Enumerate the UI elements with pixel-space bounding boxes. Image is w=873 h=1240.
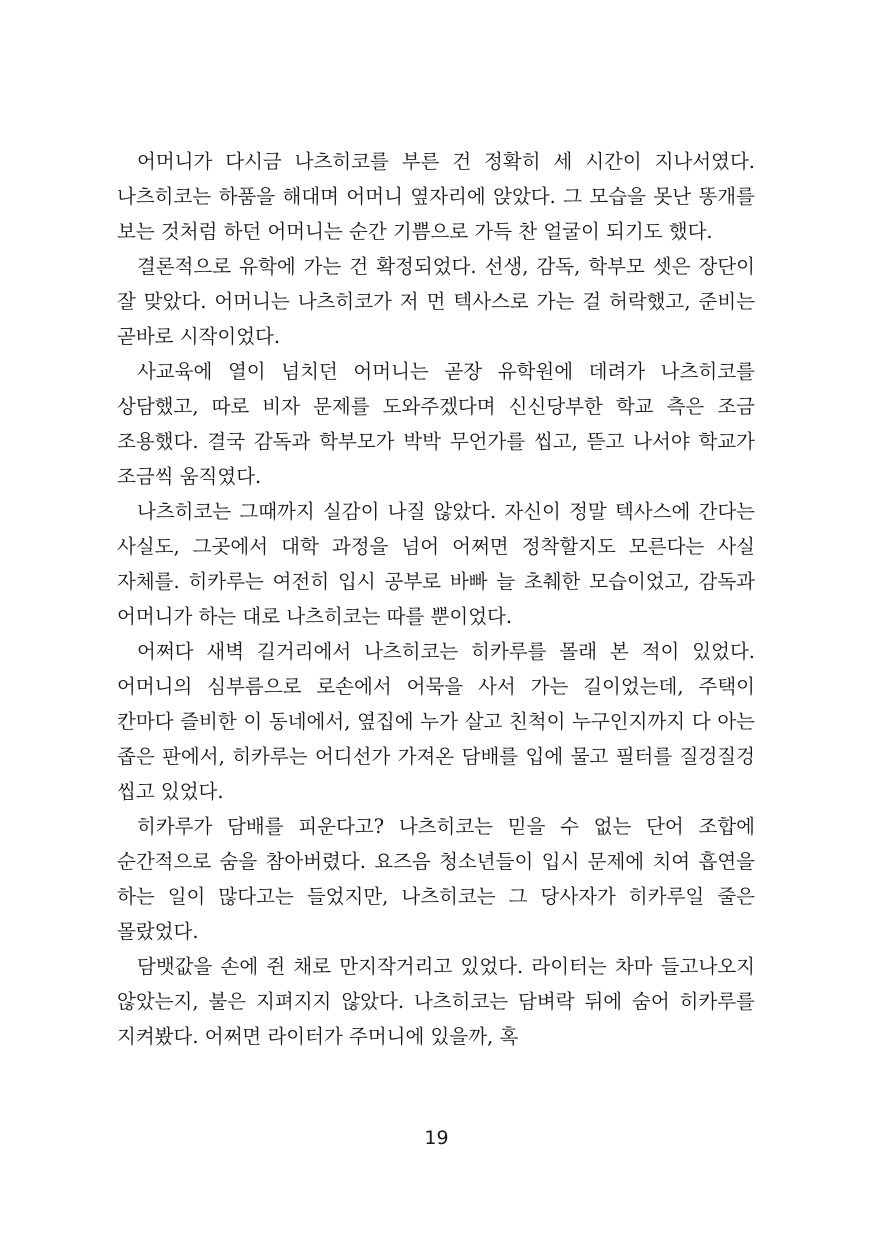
paragraph-1: 어머니가 다시금 나츠히코를 부른 건 정확히 세 시간이 지나서였다. 나츠히코는 하품을 해대며 어머니 옆자리에 앉았다. 그 모습을 못난 똥개를 보는 것처럼 하던 어머니는 순간 기쁨으로 가득 찬 얼굴이 되기도 했다.	[117, 150, 755, 243]
paragraph-5: 어쩌다 새벽 길거리에서 나츠히코는 히카루를 몰래 본 적이 있었다. 어머니의 심부름으로 로손에서 어묵을 사서 가는 길이었는데, 주택이 칸마다 즐비한 이 동네에서, 옆집에 누가 살고 친척이 누구인지까지 다 아는 좁은 판에서, 히카루는 어디선가 가져온 담배를 입에 물고 필터를 질겅질겅 씹고 있었다.	[117, 640, 755, 803]
body-text	[117, 144, 755, 1054]
page-number: 19	[424, 1127, 449, 1149]
paragraph-7: 담뱃값을 손에 쥔 채로 만지작거리고 있었다. 라이터는 차마 들고나오지 않았는지, 불은 지펴지지 않았다. 나츠히코는 담벼락 뒤에 숨어 히카루를 지켜봤다. 어쩌면 라이터가 주머니에 있을까, 혹	[117, 955, 755, 1048]
paragraph-6: 히카루가 담배를 피운다고? 나츠히코는 믿을 수 없는 단어 조합에 순간적으로 숨을 참아버렸다. 요즈음 청소년들이 입시 문제에 치여 흡연을 하는 일이 많다고는 들었지만, 나츠히코는 그 당사자가 히카루일 줄은 몰랐었다.	[117, 815, 755, 943]
paragraph-2: 결론적으로 유학에 가는 건 확정되었다. 선생, 감독, 학부모 셋은 장단이 잘 맞았다. 어머니는 나츠히코가 저 먼 텍사스로 가는 걸 허락했고, 준비는 곧바로 시작이었다.	[117, 255, 755, 348]
paragraph-3: 사교육에 열이 넘치던 어머니는 곧장 유학원에 데려가 나츠히코를 상담했고, 따로 비자 문제를 도와주겠다며 신신당부한 학교 측은 조금 조용했다. 결국 감독과 학부모가 박박 무언가를 씹고, 뜯고 나서야 학교가 조금씩 움직였다.	[117, 360, 755, 488]
paragraph-4: 나츠히코는 그때까지 실감이 나질 않았다. 자신이 정말 텍사스에 간다는 사실도, 그곳에서 대학 과정을 넘어 어쩌면 정착할지도 모른다는 사실 자체를. 히카루는 여전히 입시 공부로 바빠 늘 초췌한 모습이었고, 감독과 어머니가 하는 대로 나츠히코는 따를 뿐이었다.	[117, 500, 755, 628]
